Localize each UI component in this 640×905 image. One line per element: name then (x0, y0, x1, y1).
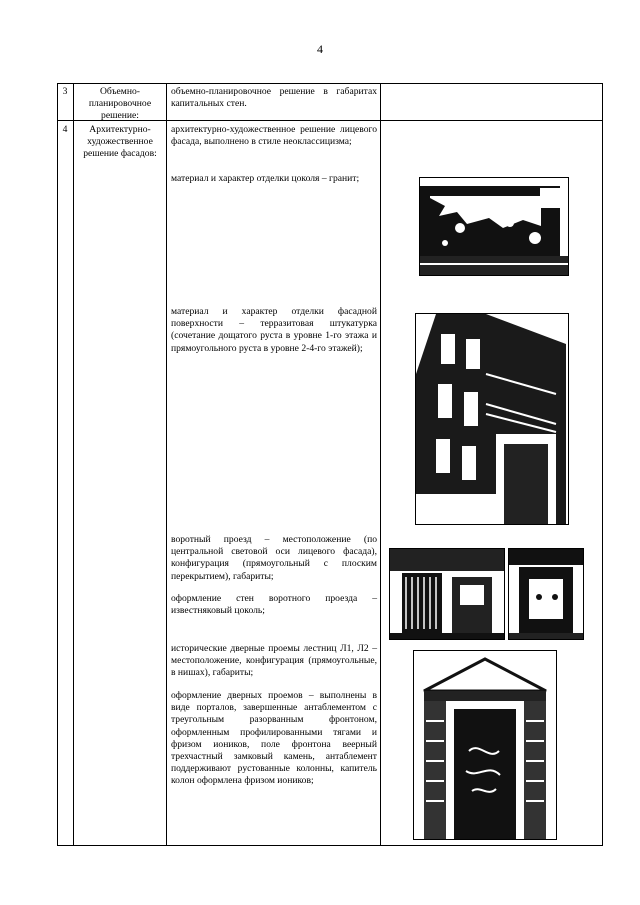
door-portal-photo (413, 650, 557, 840)
doorways-text: исторические дверные проемы лестниц Л1, Л2 – местоположение, конфигурация (прямоугольные, в нишах), габариты; (171, 643, 377, 679)
row-description: объемно-планировочное решение в габаритах капитальных стен. (171, 86, 377, 110)
facade-finish-text: материал и характер отделки фасадной поверхности – терразитовая штукатурка (сочетание дощатого руста в уровне 1-го этажа и прямоугольного руста в уровне 2-4-го этажей); (171, 306, 377, 354)
gateway-text: воротный проезд – местоположение (по центральной световой оси лицевого фасада), конфигурация (прямоугольный с плоским перекрытием), габариты; (171, 534, 377, 582)
facade-style-text: архитектурно-художественное решение лицевого фасада, выполнено в стиле неоклассицизма; (171, 124, 377, 148)
row-label: Объемно-планировочное решение: (88, 86, 152, 122)
gateway-walls-text: оформление стен воротного проезда – известняковый цоколь; (171, 593, 377, 617)
gateway-photo-left (389, 548, 505, 640)
row-number: 3 (62, 86, 68, 97)
facade-plaster-photo (415, 313, 569, 525)
gateway-photo-right (508, 548, 584, 640)
granite-plinth-photo (419, 177, 569, 276)
page-number: 4 (317, 42, 323, 56)
plinth-material-text: материал и характер отделки цоколя – гранит; (171, 173, 360, 184)
door-portals-text: оформление дверных проемов – выполнены в виде порталов, завершенные антаблементом с треугольным разорванным фронтоном, оформленным профилированными тягами и фризом иоников, поле фронтона веерный трехчастный замковый камень, антаблемент поддерживают рустованные колонны, капитель колон оформлена фризом иоников; (171, 690, 377, 787)
row-number: 4 (62, 124, 68, 135)
row-label: Архитектурно-художественное решение фасадов: (83, 124, 157, 160)
